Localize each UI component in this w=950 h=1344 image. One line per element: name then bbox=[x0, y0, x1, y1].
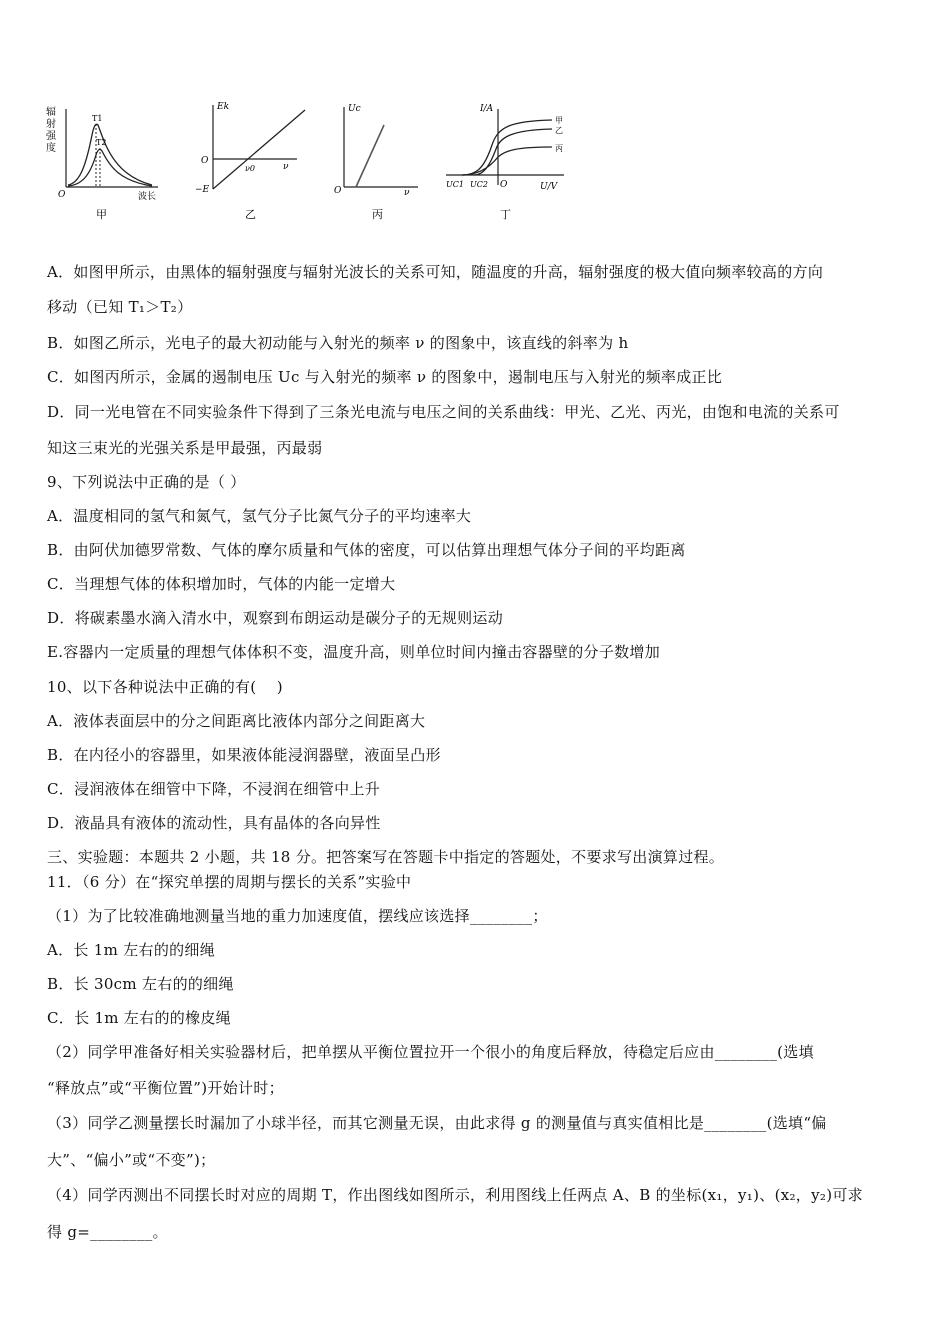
q8-option-a-line2: 移动（已知 T₁＞T₂） bbox=[47, 298, 193, 316]
curve-t1 bbox=[68, 124, 152, 185]
ek-line bbox=[213, 110, 305, 189]
q11-part2-line2: “释放点”或“平衡位置”)开始计时； bbox=[47, 1079, 284, 1097]
q10-stem: 10、以下各种说法中正确的有( ) bbox=[47, 678, 283, 696]
figure-yi bbox=[195, 95, 315, 225]
figure-caption: 乙 bbox=[245, 208, 256, 221]
q11-part3-line1: （3）同学乙测量摆长时漏加了小球半径，而其它测量无误，由此求得 g 的测量值与真实值相比是________(选填“偏 bbox=[47, 1114, 827, 1132]
y-label-char: 射 bbox=[46, 119, 56, 130]
y-axis-label: I/A bbox=[480, 104, 494, 114]
uc-line bbox=[356, 125, 384, 187]
q9-option-d: D．将碳素墨水滴入清水中，观察到布朗运动是碳分子的无规则运动 bbox=[47, 609, 504, 627]
y-axis-label: Ek bbox=[217, 102, 230, 112]
q8-option-c: C．如图丙所示，金属的遏制电压 Uc 与入射光的频率 ν 的图象中，遏制电压与入射光的频率成正比 bbox=[47, 368, 723, 386]
y-label-char: 辐 bbox=[46, 107, 56, 118]
intercept-label: ν0 bbox=[245, 164, 255, 173]
figure-caption: 甲 bbox=[96, 208, 107, 221]
q9-option-a: A．温度相同的氢气和氮气，氢气分子比氮气分子的平均速率大 bbox=[47, 507, 472, 525]
t2-label: T2 bbox=[96, 138, 107, 147]
x-axis-label: ν bbox=[404, 188, 410, 198]
y-label-char: 度 bbox=[46, 143, 56, 154]
figure-caption: 丁 bbox=[500, 208, 511, 221]
series-label-yi: 乙 bbox=[555, 126, 563, 135]
x-axis-label: ν bbox=[283, 162, 289, 172]
q10-option-a: A．液体表面层中的分之间距离比液体内部分之间距离大 bbox=[47, 712, 426, 730]
q11-stem: 11．（6 分）在“探究单摆的周期与摆长的关系”实验中 bbox=[47, 873, 412, 891]
x-axis-label: 波长 bbox=[138, 192, 157, 202]
q10-option-c: C．浸润液体在细管中下降，不浸润在细管中上升 bbox=[47, 780, 381, 798]
y-axis-label: Uc bbox=[348, 104, 361, 114]
q8-option-a-line1: A．如图甲所示，由黑体的辐射强度与辐射光波长的关系可知，随温度的升高，辐射强度的极大值向频率较高的方向 bbox=[47, 263, 824, 281]
t1-label: T1 bbox=[92, 114, 103, 123]
series-label-bing: 丙 bbox=[555, 144, 563, 153]
figure-jia bbox=[40, 95, 170, 225]
uc1-label: UC1 bbox=[446, 180, 464, 189]
q8-option-b: B．如图乙所示，光电子的最大初动能与入射光的频率 ν 的图象中，该直线的斜率为 h bbox=[47, 334, 629, 352]
figure-caption: 丙 bbox=[372, 208, 383, 221]
q9-stem: 9、下列说法中正确的是（ ） bbox=[47, 473, 246, 491]
q9-option-e: E.容器内一定质量的理想气体体积不变，温度升高，则单位时间内撞击容器壁的分子数增加 bbox=[47, 643, 661, 661]
q11-part2-line1: （2）同学甲准备好相关实验器材后，把单摆从平衡位置拉开一个很小的角度后释放，待稳定后应由________(选填 bbox=[47, 1043, 814, 1061]
origin-label: O bbox=[201, 156, 209, 166]
origin-label: O bbox=[500, 180, 508, 190]
q9-option-c: C．当理想气体的体积增加时，气体的内能一定增大 bbox=[47, 575, 396, 593]
q11-part3-line2: 大”、“偏小”或“不变”)； bbox=[47, 1151, 216, 1169]
q11-option-c: C．长 1m 左右的的橡皮绳 bbox=[47, 1009, 231, 1027]
series-label-jia: 甲 bbox=[555, 116, 563, 125]
neg-intercept-label: −E bbox=[195, 185, 210, 195]
curve-bing bbox=[462, 147, 552, 175]
q9-option-b: B．由阿伏加德罗常数、气体的摩尔质量和气体的密度，可以估算出理想气体分子间的平均距离 bbox=[47, 541, 686, 559]
q11-part1: （1）为了比较准确地测量当地的重力加速度值，摆线应该选择________； bbox=[47, 907, 548, 925]
q8-option-d-line1: D．同一光电管在不同实验条件下得到了三条光电流与电压之间的关系曲线：甲光、乙光、丙光，由饱和电流的关系可 bbox=[47, 403, 840, 421]
x-axis-label: U/V bbox=[540, 182, 558, 192]
q11-part4-line1: （4）同学丙测出不同摆长时对应的周期 T，作出图线如图所示，利用图线上任两点 A、B 的坐标(x₁，y₁)、(x₂，y₂)可求 bbox=[47, 1186, 863, 1204]
origin-label: O bbox=[334, 186, 342, 196]
origin-label: O bbox=[58, 190, 66, 200]
q11-option-a: A．长 1m 左右的的细绳 bbox=[47, 941, 216, 959]
q10-option-d: D．液晶具有液体的流动性，具有晶体的各向异性 bbox=[47, 814, 381, 832]
q10-option-b: B．在内径小的容器里，如果液体能浸润器壁，液面呈凸形 bbox=[47, 746, 441, 764]
uc2-label: UC2 bbox=[470, 180, 488, 189]
q8-option-d-line2: 知这三束光的光强关系是甲最强，丙最弱 bbox=[47, 439, 323, 457]
q11-part4-line2: 得 g=________。 bbox=[47, 1223, 168, 1241]
y-label-char: 强 bbox=[46, 131, 56, 142]
section-3-heading: 三、实验题：本题共 2 小题，共 18 分。把答案写在答题卡中指定的答题处，不要求写出演算过程。 bbox=[47, 848, 725, 866]
figure-bing bbox=[330, 95, 430, 225]
figure-ding bbox=[440, 95, 580, 225]
q11-option-b: B．长 30cm 左右的的细绳 bbox=[47, 975, 234, 993]
